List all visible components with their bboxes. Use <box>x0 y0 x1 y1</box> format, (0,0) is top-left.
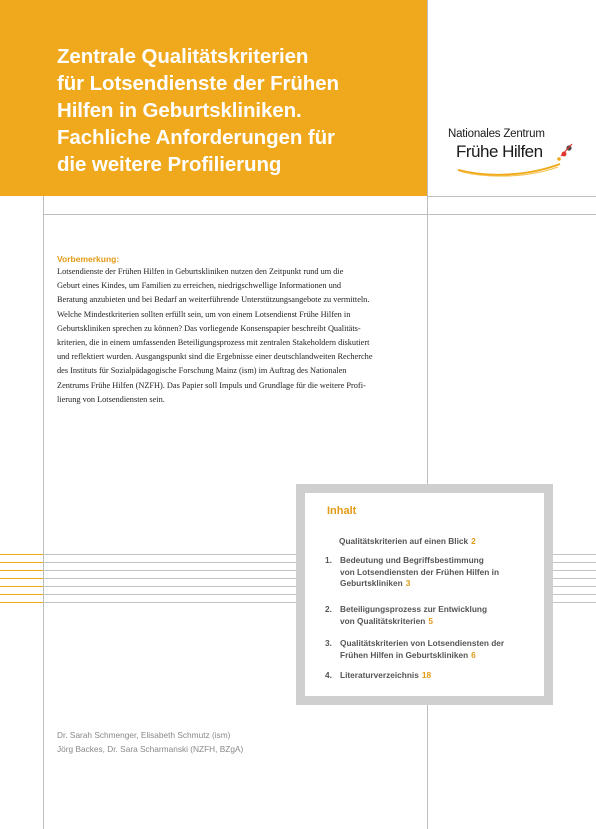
vertical-rule-left <box>43 196 44 829</box>
toc-title: Inhalt <box>327 505 357 517</box>
preamble-text <box>57 265 402 407</box>
author-line: Jörg Backes, Dr. Sara Scharmanski (NZFH, BZgA) <box>57 744 244 754</box>
toc-page-number: 6 <box>471 649 476 660</box>
nzfh-logo <box>448 128 578 178</box>
stripe-line <box>0 578 43 579</box>
toc-item-line: von Lotsendiensten der Frühen Hilfen in <box>340 566 500 577</box>
toc-item-text <box>340 604 540 627</box>
author-line: Dr. Sarah Schmenger, Elisabeth Schmutz (ism) <box>57 730 231 740</box>
stripe-line <box>0 562 43 563</box>
logo-text-line2: Frühe Hilfen <box>456 142 543 161</box>
toc-item-text <box>340 638 540 661</box>
toc-item-text <box>339 536 539 548</box>
toc-item-line: Qualitätskriterien auf einen Blick <box>339 536 469 546</box>
toc-item-line: Qualitätskriterien von Lotsendiensten der <box>340 638 505 648</box>
preamble-heading: Vorbemerkung: <box>57 254 120 264</box>
preamble-line: und reflektiert wurden. Ausgangspunkt sind die Ergebnisse einer deutschlandweiten Recherche <box>57 352 373 362</box>
title-line: Zentrale Qualitätskriterien <box>57 45 309 68</box>
preamble-line: des Instituts für Sozialpädagogische Forschung Mainz (ism) im Auftrag des Nationalen <box>57 366 347 376</box>
stripe-line <box>0 586 43 587</box>
toc-page-number: 18 <box>421 670 432 680</box>
stripe-line <box>0 570 43 571</box>
authors <box>57 728 243 756</box>
toc-box <box>296 484 553 705</box>
toc-page-number: 2 <box>471 536 476 546</box>
toc-item-line: Bedeutung und Begriffsbestimmung <box>340 555 484 565</box>
preamble-line: Geburt eines Kindes, um Familien zu erreichen, niedrigschwellige Informationen und <box>57 281 342 291</box>
title-banner <box>0 0 427 196</box>
toc-item-text <box>340 555 540 590</box>
preamble-line: Beratung anzubieten und bei Bedarf an weiterführende Unterstützungsangebote zu vermitteln. <box>57 295 370 305</box>
toc-item-line: von Qualitätskriterien <box>340 615 426 626</box>
preamble-line: Zentrums Frühe Hilfen (NZFH). Das Papier soll Impuls und Grundlage für die weitere Profi- <box>57 380 366 390</box>
toc-item-number: 4. <box>325 670 332 680</box>
preamble-line: Geburtskliniken sprechen zu können? Das vorliegende Konsenspapier beschreibt Qualitäts- <box>57 323 361 333</box>
title-line: die weitere Profilierung <box>57 153 282 176</box>
toc-page-number: 3 <box>405 578 411 588</box>
toc-item-text <box>340 670 540 682</box>
preamble-line: Welche Mindestkriterien sollten erfüllt sein, um von einem Lotsendienst Frühe Hilfen in <box>57 309 351 319</box>
preamble-line: Lotsendienste der Frühen Hilfen in Geburtskliniken nutzen den Zeitpunkt rund um die <box>57 267 344 276</box>
toc-item-line: Geburtskliniken <box>340 578 403 588</box>
toc-item-line: Frühen Hilfen in Geburtskliniken <box>340 649 469 660</box>
stripe-line <box>0 602 43 603</box>
toc-item-line: Literaturverzeichnis <box>340 670 419 680</box>
toc-item-line: Beteiligungsprozess zur Entwicklung <box>340 604 488 614</box>
toc-page-number: 5 <box>428 615 433 626</box>
toc-item-number: 2. <box>325 604 332 614</box>
preamble-line: lierung von Lotsendiensten sein. <box>57 394 165 404</box>
preamble-line: kriterien, die in einem umfassenden Beteiligungsprozess mit zentralen Stakeholdern diskutiert <box>57 338 370 348</box>
stripe-line <box>0 594 43 595</box>
logo-text-line1: Nationales Zentrum <box>448 128 545 140</box>
horizontal-rule-header <box>427 196 596 197</box>
title-line: für Lotsendienste der Frühen <box>57 72 339 95</box>
toc-item-number: 1. <box>325 555 332 565</box>
toc-item-number: 3. <box>325 638 332 648</box>
toc-panel <box>305 493 544 696</box>
document-title <box>57 43 422 178</box>
title-line: Fachliche Anforderungen für <box>57 126 335 149</box>
stripe-line <box>0 554 43 555</box>
horizontal-rule-top <box>43 214 596 215</box>
title-line: Hilfen in Geburtskliniken. <box>57 99 302 122</box>
